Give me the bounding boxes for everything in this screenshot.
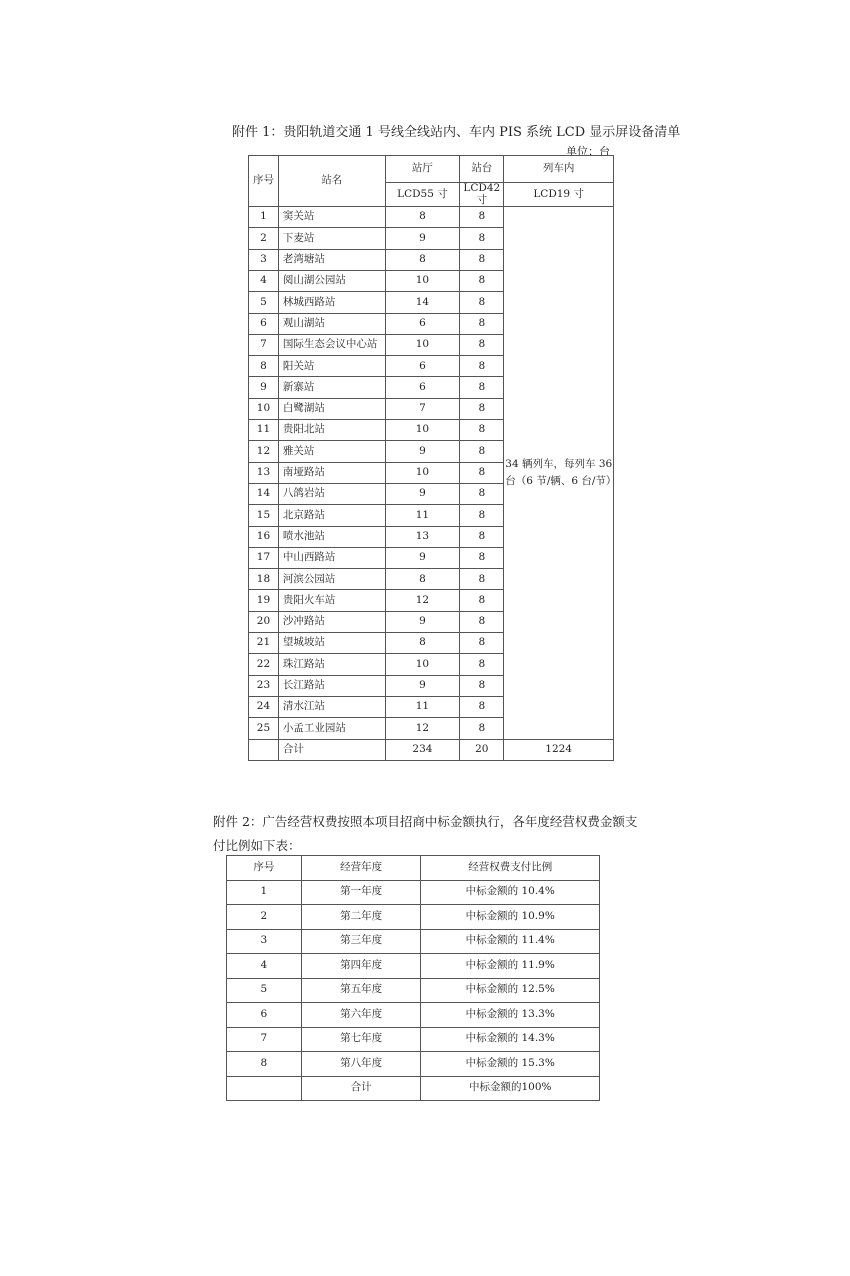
cell-hall-count: 10: [385, 462, 460, 483]
cell-seq: 19: [249, 590, 279, 611]
header-station: 站名: [278, 156, 385, 207]
cell-seq: 6: [249, 313, 279, 334]
cell-station-name: 八鸽岩站: [278, 483, 385, 504]
total-hall: 234: [385, 739, 460, 760]
cell-seq: 4: [227, 954, 302, 979]
cell-platform-count: 8: [460, 228, 504, 249]
cell-platform-count: 8: [460, 483, 504, 504]
table-row: [227, 1027, 600, 1052]
table-row: [227, 954, 600, 979]
cell-seq: 1: [227, 880, 302, 905]
unit-label: 单位：台: [566, 145, 610, 158]
attachment1-title: 附件 1：贵阳轨道交通 1 号线全线站内、车内 PIS 系统 LCD 显示屏设备清单: [232, 125, 681, 140]
cell-hall-count: 8: [385, 249, 460, 270]
cell-platform-count: 8: [460, 547, 504, 568]
cell-seq: 7: [227, 1027, 302, 1052]
cell-year: 第四年度: [301, 954, 421, 979]
cell-hall-count: 6: [385, 356, 460, 377]
cell-seq: 21: [249, 633, 279, 654]
table-row: [249, 207, 614, 228]
cell-platform-count: 8: [460, 334, 504, 355]
cell-seq: 22: [249, 654, 279, 675]
cell-station-name: 下麦站: [278, 228, 385, 249]
fee-table-body: [227, 880, 600, 1101]
total-train: 1224: [504, 739, 614, 760]
cell-hall-count: 8: [385, 633, 460, 654]
cell-seq: 25: [249, 718, 279, 739]
cell-station-name: 小孟工业园站: [278, 718, 385, 739]
cell-year: 第二年度: [301, 905, 421, 930]
header-ratio: 经营权费支付比例: [421, 856, 600, 881]
cell-ratio: 中标金额的 11.4%: [421, 929, 600, 954]
cell-station-name: 新寨站: [278, 377, 385, 398]
cell-hall-count: 8: [385, 569, 460, 590]
cell-seq: 8: [227, 1052, 302, 1077]
header-seq: 序号: [227, 856, 302, 881]
total-label: 合计: [301, 1076, 421, 1101]
cell-seq: 1: [249, 207, 279, 228]
cell-platform-count: 8: [460, 270, 504, 291]
total-platform: 20: [460, 739, 504, 760]
cell-ratio: 中标金额的 13.3%: [421, 1003, 600, 1028]
cell-platform-count: 8: [460, 207, 504, 228]
total-row: [249, 739, 614, 760]
cell-platform-count: 8: [460, 441, 504, 462]
cell-seq: 20: [249, 611, 279, 632]
header-hall: 站厅: [385, 156, 460, 183]
cell-platform-count: 8: [460, 420, 504, 441]
cell-station-name: 贵阳火车站: [278, 590, 385, 611]
cell-station-name: 珠江路站: [278, 654, 385, 675]
cell-station-name: 雅关站: [278, 441, 385, 462]
cell-hall-count: 9: [385, 483, 460, 504]
cell-platform-count: 8: [460, 696, 504, 717]
cell-station-name: 贵阳北站: [278, 420, 385, 441]
cell-hall-count: 9: [385, 675, 460, 696]
cell-hall-count: 10: [385, 420, 460, 441]
cell-hall-count: 10: [385, 654, 460, 675]
total-ratio: 中标金额的100%: [421, 1076, 600, 1101]
table-row: [227, 929, 600, 954]
cell-hall-count: 11: [385, 505, 460, 526]
cell-platform-count: 8: [460, 249, 504, 270]
cell-ratio: 中标金额的 10.4%: [421, 880, 600, 905]
header-year: 经营年度: [301, 856, 421, 881]
cell-station-name: 阳关站: [278, 356, 385, 377]
cell-station-name: 沙冲路站: [278, 611, 385, 632]
header-train: 列车内: [504, 156, 614, 183]
cell-hall-count: 10: [385, 270, 460, 291]
cell-seq: 10: [249, 398, 279, 419]
cell-hall-count: 9: [385, 547, 460, 568]
header-hall-spec: LCD55 寸: [385, 183, 460, 207]
cell-seq: 13: [249, 462, 279, 483]
cell-station-name: 林城西路站: [278, 292, 385, 313]
cell-ratio: 中标金额的 14.3%: [421, 1027, 600, 1052]
cell-seq: 11: [249, 420, 279, 441]
header-platform: 站台: [460, 156, 504, 183]
table-row: [227, 978, 600, 1003]
cell-hall-count: 9: [385, 611, 460, 632]
cell-platform-count: 8: [460, 398, 504, 419]
header-seq: 序号: [249, 156, 279, 207]
cell-station-name: 河滨公园站: [278, 569, 385, 590]
table-row: [227, 905, 600, 930]
cell-hall-count: 6: [385, 377, 460, 398]
table-row: [227, 1003, 600, 1028]
cell-station-name: 南垭路站: [278, 462, 385, 483]
total-label: 合计: [278, 739, 385, 760]
cell-seq: 2: [249, 228, 279, 249]
cell-empty: [227, 1076, 302, 1101]
cell-hall-count: 6: [385, 313, 460, 334]
cell-year: 第三年度: [301, 929, 421, 954]
table-row: [227, 1052, 600, 1077]
lcd-equipment-table: [248, 155, 617, 761]
table-row: [227, 880, 600, 905]
cell-seq: 16: [249, 526, 279, 547]
cell-year: 第一年度: [301, 880, 421, 905]
cell-ratio: 中标金额的 15.3%: [421, 1052, 600, 1077]
cell-year: 第五年度: [301, 978, 421, 1003]
cell-platform-count: 8: [460, 505, 504, 526]
cell-station-name: 望城坡站: [278, 633, 385, 654]
cell-year: 第八年度: [301, 1052, 421, 1077]
cell-station-name: 长江路站: [278, 675, 385, 696]
cell-station-name: 喷水池站: [278, 526, 385, 547]
cell-station-name: 观山湖站: [278, 313, 385, 334]
cell-seq: 2: [227, 905, 302, 930]
cell-platform-count: 8: [460, 377, 504, 398]
attachment2-title: 附件 2：广告经营权费按照本项目招商中标金额执行，各年度经营权费金额支付比例如下表：: [213, 814, 638, 853]
cell-platform-count: 8: [460, 675, 504, 696]
cell-platform-count: 8: [460, 654, 504, 675]
cell-year: 第七年度: [301, 1027, 421, 1052]
cell-seq: 3: [249, 249, 279, 270]
cell-hall-count: 9: [385, 441, 460, 462]
cell-platform-count: 8: [460, 356, 504, 377]
fee-ratio-table: [226, 855, 600, 1101]
cell-platform-count: 8: [460, 569, 504, 590]
cell-station-name: 北京路站: [278, 505, 385, 526]
cell-ratio: 中标金额的 10.9%: [421, 905, 600, 930]
cell-hall-count: 9: [385, 228, 460, 249]
cell-station-name: 老湾塘站: [278, 249, 385, 270]
cell-hall-count: 12: [385, 590, 460, 611]
cell-ratio: 中标金额的 11.9%: [421, 954, 600, 979]
cell-platform-count: 8: [460, 292, 504, 313]
cell-train-note: 34 辆列车，每列车 36 台（6 节/辆、6 台/节）: [504, 207, 614, 739]
cell-seq: 14: [249, 483, 279, 504]
cell-seq: 3: [227, 929, 302, 954]
cell-platform-count: 8: [460, 313, 504, 334]
cell-seq: 18: [249, 569, 279, 590]
cell-seq: 15: [249, 505, 279, 526]
cell-platform-count: 8: [460, 718, 504, 739]
cell-station-name: 阅山湖公园站: [278, 270, 385, 291]
cell-hall-count: 10: [385, 334, 460, 355]
cell-station-name: 中山西路站: [278, 547, 385, 568]
cell-hall-count: 14: [385, 292, 460, 313]
cell-station-name: 窦关站: [278, 207, 385, 228]
cell-seq: 5: [227, 978, 302, 1003]
header-platform-spec: LCD42 寸: [460, 183, 504, 207]
cell-year: 第六年度: [301, 1003, 421, 1028]
total-row: [227, 1076, 600, 1101]
cell-seq: 24: [249, 696, 279, 717]
lcd-table-body: [249, 207, 617, 761]
cell-station-name: 清水江站: [278, 696, 385, 717]
cell-seq: 9: [249, 377, 279, 398]
cell-station-name: 白鹭湖站: [278, 398, 385, 419]
header-train-spec: LCD19 寸: [504, 183, 614, 207]
cell-seq: 8: [249, 356, 279, 377]
cell-seq: 6: [227, 1003, 302, 1028]
cell-hall-count: 13: [385, 526, 460, 547]
cell-hall-count: 7: [385, 398, 460, 419]
cell-seq: 4: [249, 270, 279, 291]
cell-platform-count: 8: [460, 611, 504, 632]
cell-ratio: 中标金额的 12.5%: [421, 978, 600, 1003]
cell-seq: 7: [249, 334, 279, 355]
cell-empty: [249, 739, 279, 760]
cell-platform-count: 8: [460, 526, 504, 547]
cell-platform-count: 8: [460, 590, 504, 611]
cell-station-name: 国际生态会议中心站: [278, 334, 385, 355]
cell-hall-count: 11: [385, 696, 460, 717]
cell-seq: 17: [249, 547, 279, 568]
cell-seq: 5: [249, 292, 279, 313]
cell-hall-count: 8: [385, 207, 460, 228]
cell-hall-count: 12: [385, 718, 460, 739]
cell-platform-count: 8: [460, 633, 504, 654]
cell-seq: 12: [249, 441, 279, 462]
cell-seq: 23: [249, 675, 279, 696]
cell-platform-count: 8: [460, 462, 504, 483]
